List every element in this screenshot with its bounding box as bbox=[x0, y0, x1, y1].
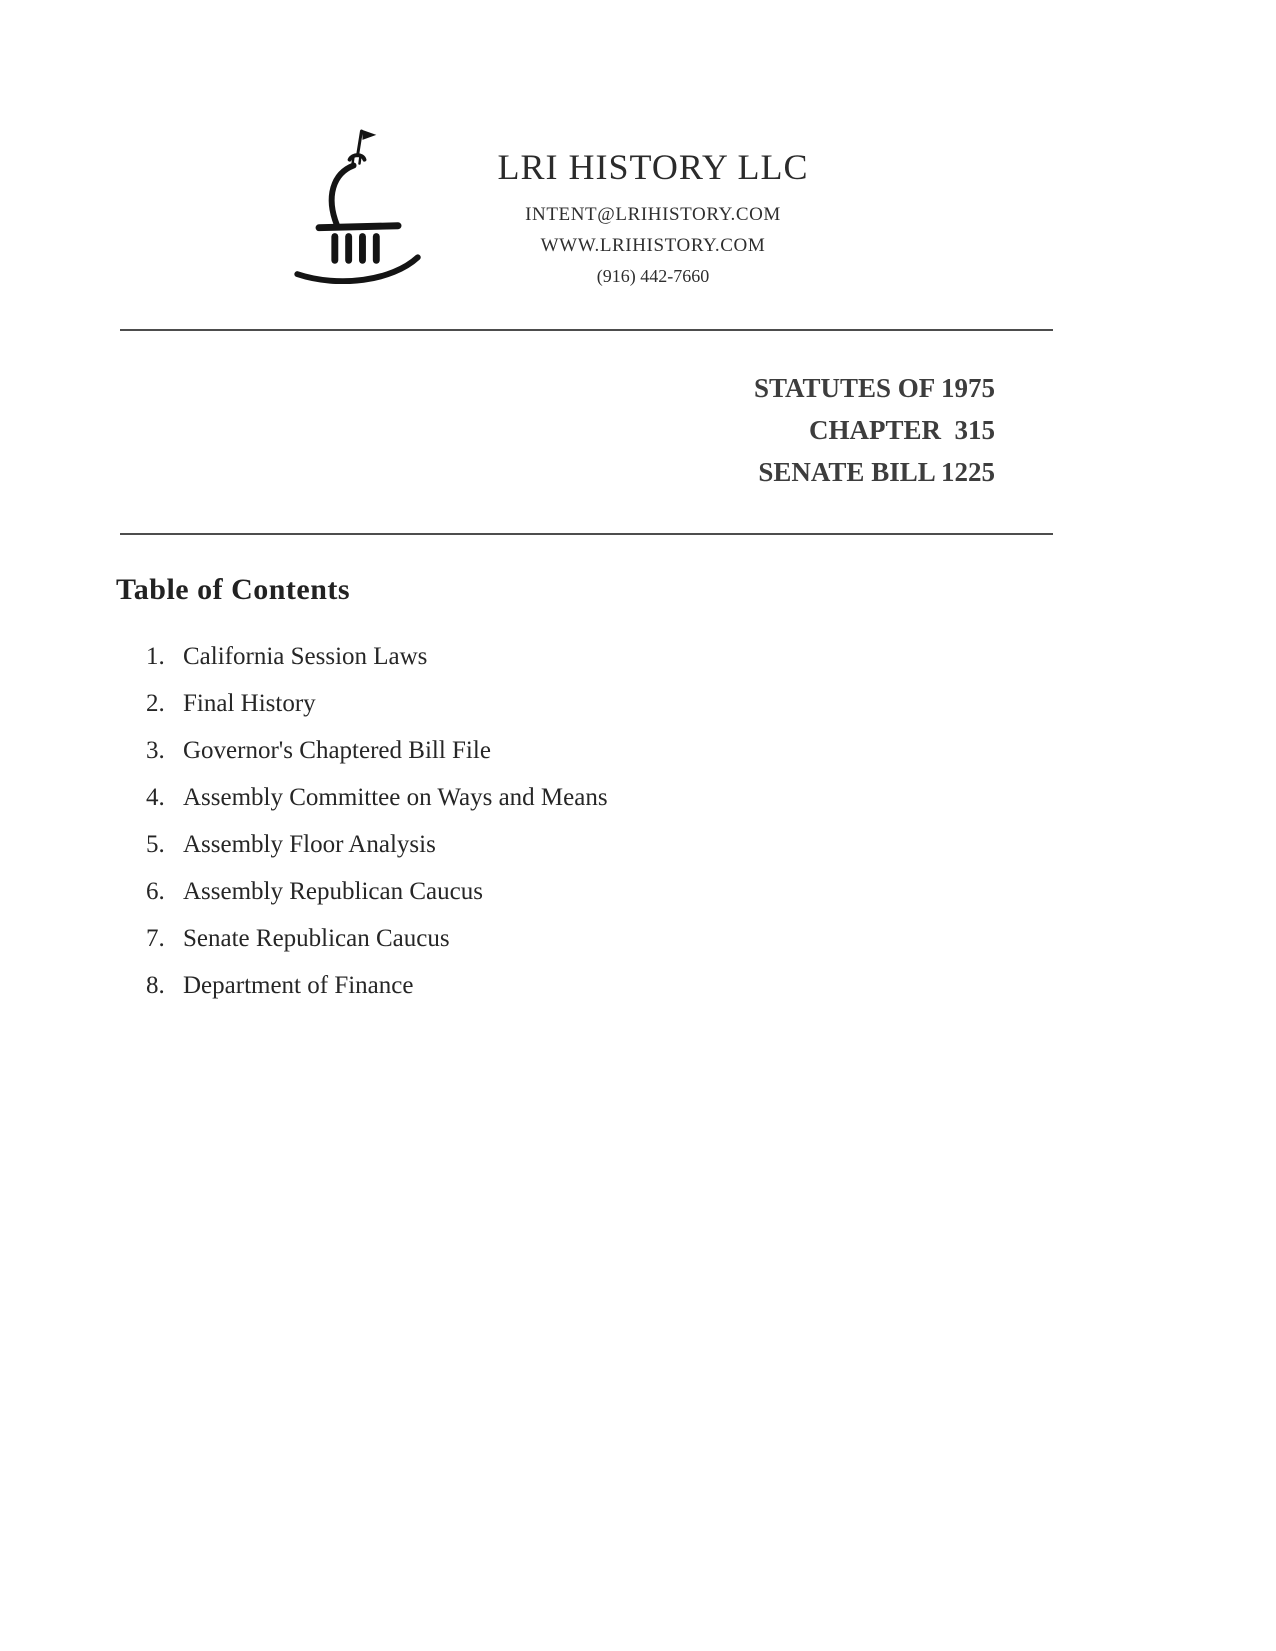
toc-item bbox=[146, 680, 1276, 727]
statute-title-block bbox=[0, 367, 995, 493]
capitol-dome-sketch-icon bbox=[288, 126, 433, 284]
senate-bill-line: SENATE BILL 1225 bbox=[758, 457, 995, 487]
statutes-line: STATUTES OF 1975 bbox=[753, 373, 995, 403]
divider-top bbox=[120, 329, 1053, 331]
divider-bottom bbox=[120, 533, 1053, 535]
toc-heading: Table of Contents bbox=[116, 573, 351, 606]
toc-item bbox=[146, 821, 1276, 868]
toc-item bbox=[146, 727, 1276, 774]
toc-item bbox=[146, 633, 1276, 680]
toc-item-number: 8. bbox=[146, 971, 165, 999]
toc-item-label: Department of Finance bbox=[183, 971, 414, 999]
toc-item-number: 2. bbox=[146, 689, 165, 717]
toc-item-label: Assembly Floor Analysis bbox=[183, 830, 436, 858]
company-website: WWW.LRIHISTORY.COM bbox=[540, 235, 766, 256]
toc-item bbox=[146, 774, 1276, 821]
toc-item-label: Assembly Republican Caucus bbox=[183, 877, 483, 905]
toc-item bbox=[146, 915, 1276, 962]
toc-item bbox=[146, 868, 1276, 915]
toc-item-label: Assembly Committee on Ways and Means bbox=[183, 783, 608, 811]
toc-item-label: Governor's Chaptered Bill File bbox=[183, 736, 491, 764]
company-name: LRI HISTORY LLC bbox=[497, 147, 809, 187]
toc-item bbox=[146, 962, 1276, 1009]
toc-item-number: 6. bbox=[146, 877, 165, 905]
toc-item-label: California Session Laws bbox=[183, 642, 428, 670]
toc-item-label: Senate Republican Caucus bbox=[183, 924, 450, 952]
toc-item-label: Final History bbox=[183, 689, 316, 717]
company-block bbox=[473, 126, 833, 287]
toc-item-number: 3. bbox=[146, 736, 165, 764]
toc-item-number: 7. bbox=[146, 924, 165, 952]
company-phone: (916) 442-7660 bbox=[596, 266, 710, 286]
company-email: INTENT@LRIHISTORY.COM bbox=[525, 204, 781, 225]
toc-list bbox=[146, 633, 1276, 1009]
toc-item-number: 1. bbox=[146, 642, 165, 670]
header bbox=[0, 0, 1276, 287]
toc-item-number: 4. bbox=[146, 783, 165, 811]
chapter-line: CHAPTER 315 bbox=[808, 415, 995, 445]
toc-item-number: 5. bbox=[146, 830, 165, 858]
